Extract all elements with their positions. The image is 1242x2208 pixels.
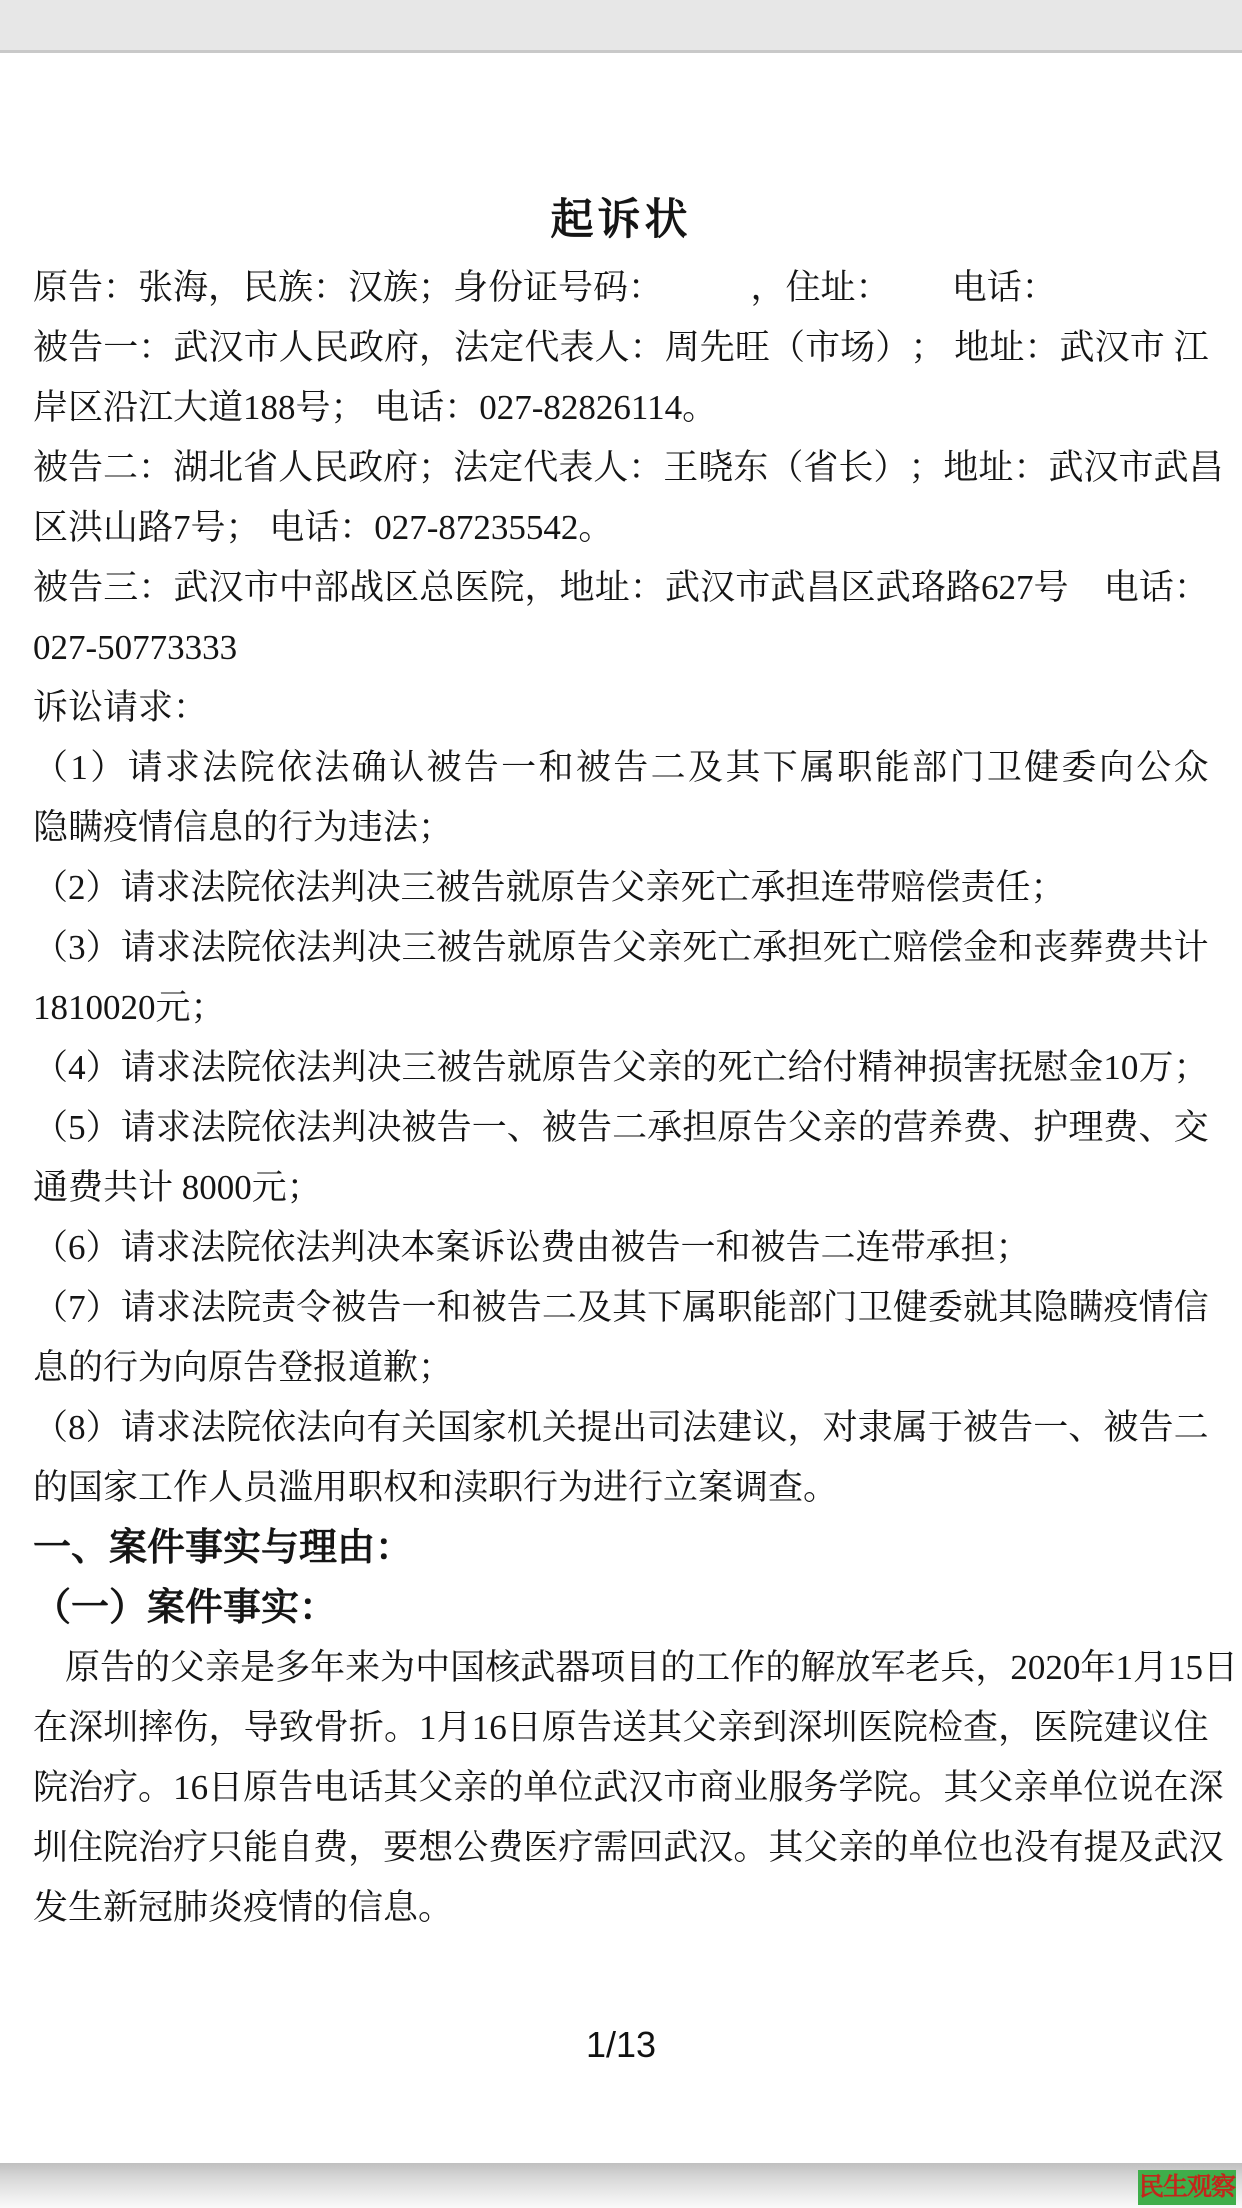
document-line: （ 3 ） 请 求 法 院 依 法 判 决 三 被 告 就 原 告 父 亲 死 亡 承 担 死 亡 赔 偿 金 和 丧 葬 费 共 计 (33, 928, 1209, 967)
document-line: （ 4 ） 请 求 法 院 依 法 判 决 三 被 告 就 原 告 父 亲 的 死 亡 给 付 精 神 损 害 抚 慰 金 10 万 ； (33, 1048, 1209, 1087)
document-line: （ 1 ） 请 求 法 院 依 法 确 认 被 告 一 和 被 告 二 及 其 下 属 职 能 部 门 卫 健 委 向 公 众 (33, 748, 1209, 787)
document-line: （6）请求法院依法判决本案诉讼费由被告一和被告二连带承担； (33, 1228, 1031, 1267)
document-line: 被 告 一 ： 武 汉 市 人 民 政 府 ， 法 定 代 表 人 ： 周 先 旺 （ 市 场 ） ； 地 址 ： 武 汉 市 江 (33, 328, 1209, 367)
document-line: 的国家工作人员滥用职权和渎职行为进行立案调查。 (33, 1468, 839, 1507)
bottom-toolbar (0, 2163, 1242, 2208)
watermark-badge: 民生观察 (1138, 2170, 1236, 2205)
document-line: 诉讼请求： (33, 688, 209, 727)
section-heading: 一、案件事实与理由： (33, 1527, 414, 1569)
document-line: 原告：张海，民族：汉族；身份证号码： ，住址： 电话： (33, 268, 1057, 307)
document-line: 院 治 疗 。 16 日 原 告 电 话 其 父 亲 的 单 位 武 汉 市 商 业 服 务 学 院 。 其 父 亲 单 位 说 在 深 (33, 1768, 1224, 1807)
page-number: 1/13 (585, 2024, 657, 2065)
document-line: 圳 住 院 治 疗 只 能 自 费 ， 要 想 公 费 医 疗 需 回 武 汉 。 其 父 亲 的 单 位 也 没 有 提 及 武 汉 (33, 1828, 1224, 1867)
document-line: 原 告 的 父 亲 是 多 年 来 为 中 国 核 武 器 项 目 的 工 作 的 解 放 军 老 兵 ， 2020 年 1 月 15 日 (65, 1648, 1238, 1687)
document-line: 区洪山路7号； 电话：027-87235542。 (33, 508, 614, 547)
document-line: 被 告 三 ： 武 汉 市 中 部 战 区 总 医 院 ， 地 址 ： 武 汉 市 武 昌 区 武 珞 路 627 号 电 话 ： (33, 568, 1209, 607)
document-line: （ 5 ） 请 求 法 院 依 法 判 决 被 告 一 、 被 告 二 承 担 原 告 父 亲 的 营 养 费 、 护 理 费 、 交 (33, 1108, 1209, 1147)
document-line: 息的行为向原告登报道歉； (33, 1348, 454, 1387)
status-bar (0, 0, 1242, 53)
document-page (0, 53, 1242, 2163)
document-line: 发生新冠肺炎疫情的信息。 (33, 1888, 454, 1927)
subsection-heading: （一）案件事实： (33, 1587, 338, 1629)
document-line: 岸区沿江大道188号； 电话：027-82826114。 (33, 388, 718, 427)
document-line: （ 8 ） 请 求 法 院 依 法 向 有 关 国 家 机 关 提 出 司 法 建 议 ， 对 隶 属 于 被 告 一 、 被 告 二 (33, 1408, 1209, 1447)
document-line: 在 深 圳 摔 伤 ， 导 致 骨 折 。 1 月 16 日 原 告 送 其 父 亲 到 深 圳 医 院 检 查 ， 医 院 建 议 住 (33, 1708, 1209, 1747)
document-title: 起诉状 (550, 196, 692, 244)
document-line: 027-50773333 (33, 628, 238, 667)
document-line: 1810020元； (33, 988, 226, 1027)
document-line: 被 告 二 ： 湖 北 省 人 民 政 府 ； 法 定 代 表 人 ： 王 晓 东 （ 省 长 ） ； 地 址 ： 武 汉 市 武 昌 (33, 448, 1224, 487)
document-line: 隐瞒疫情信息的行为违法； (33, 808, 454, 847)
document-lines (0, 53, 1242, 1938)
document-line: （ 7 ） 请 求 法 院 责 令 被 告 一 和 被 告 二 及 其 下 属 职 能 部 门 卫 健 委 就 其 隐 瞒 疫 情 信 (33, 1288, 1209, 1327)
document-line: 通费共计 8000元； (33, 1168, 322, 1207)
document-line: （2）请求法院依法判决三被告就原告父亲死亡承担连带赔偿责任； (33, 868, 1066, 907)
